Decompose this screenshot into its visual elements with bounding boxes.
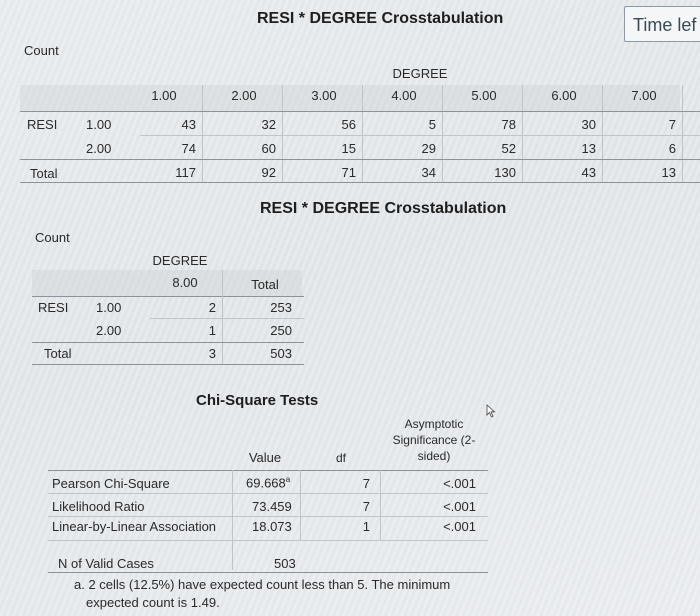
mouse-cursor-icon: [486, 404, 496, 418]
resi-row-label-2: RESI: [38, 300, 69, 315]
table1-total-c2: 92: [261, 165, 276, 180]
degree-header-2: DEGREE: [152, 253, 208, 268]
t2-total-divider: [32, 342, 304, 343]
table2-header-line: [32, 296, 304, 297]
table1-col-divider-2: [282, 85, 283, 182]
row-label-2-2: 2.00: [96, 323, 122, 338]
pearson-value: [246, 475, 290, 490]
time-left-box: Time lef: [624, 6, 700, 42]
degree-col-header-2: 2.00: [231, 88, 257, 103]
table1-cell-r2-c1: 74: [181, 141, 196, 156]
linear-label: Linear-by-Linear Association: [52, 519, 217, 534]
table1-cell-r2-c3: 15: [341, 141, 356, 156]
chi-col-divider-1: [232, 470, 233, 570]
sig-header-2: Significance (2-: [392, 433, 476, 447]
likelihood-df: 7: [362, 499, 370, 514]
table1-header-line: [20, 111, 700, 112]
table2-col-divider: [222, 270, 223, 364]
pearson-sig: <.001: [443, 476, 476, 491]
chi-header-line: [48, 470, 488, 471]
count-label-2: Count: [35, 230, 70, 245]
t2-total-val: 3: [208, 346, 216, 361]
degree-header: DEGREE: [392, 66, 448, 81]
table1-col-divider-5: [522, 85, 523, 182]
linear-sig: <.001: [443, 519, 476, 534]
resi-row-label: RESI: [27, 117, 58, 132]
value-header: Value: [248, 450, 282, 465]
chi-square-title: Chi-Square Tests: [196, 392, 319, 409]
chi-bottom-line: [48, 572, 488, 573]
footnote-line-1: a. 2 cells (12.5%) have expected count less than 5. The minimum: [74, 577, 451, 592]
crosstab-title: RESI * DEGREE Crosstabulation: [257, 10, 504, 27]
row-divider: [140, 135, 700, 136]
table1-total-c5: 130: [494, 165, 516, 180]
total-col-header: Total: [251, 277, 279, 292]
sig-header-3: sided): [417, 449, 451, 463]
footnote-marker: a: [285, 475, 291, 484]
pearson-label: Pearson Chi-Square: [52, 476, 170, 491]
t2-cell-1-total: 253: [270, 300, 292, 315]
table1-cell-r1-c1: 43: [181, 117, 196, 132]
row-label-2: 2.00: [86, 141, 112, 156]
degree-col-header-3: 3.00: [311, 88, 337, 103]
degree-col-header-6: 6.00: [551, 88, 577, 103]
chi-row-divider-2: [48, 516, 488, 517]
total-label-2: Total: [44, 346, 72, 361]
table1-total-c6: 43: [581, 165, 596, 180]
valid-cases-label: N of Valid Cases: [58, 556, 154, 571]
count-label: Count: [24, 43, 59, 58]
table1-cell-r2-c6: 13: [581, 141, 596, 156]
t2-cell-2-val: 1: [208, 323, 216, 338]
degree-col-header-5: 5.00: [471, 88, 497, 103]
likelihood-sig: <.001: [443, 499, 476, 514]
degree-col-header-7: 7.00: [631, 88, 657, 103]
table1-total-c7: 13: [661, 165, 676, 180]
degree-col-header-1: 1.00: [151, 88, 177, 103]
table1-col-divider-4: [442, 85, 443, 182]
table1-bottom-line: [20, 182, 700, 183]
table1-cell-r1-c6: 30: [581, 117, 596, 132]
table2-bottom-line: [32, 364, 304, 365]
t2-total-total: 503: [270, 346, 292, 361]
degree-col-header-4: 4.00: [391, 88, 417, 103]
chi-row-divider-3: [48, 540, 488, 541]
table1-cell-r1-c2: 32: [261, 117, 276, 132]
total-label: Total: [30, 166, 58, 181]
table1-cell-r2-c4: 29: [421, 141, 436, 156]
t2-cell-1-val: 2: [208, 300, 216, 315]
chi-col-divider-2: [300, 470, 301, 540]
chi-col-divider-3: [380, 470, 381, 540]
crosstab-title-2: RESI * DEGREE Crosstabulation: [260, 200, 507, 217]
table1-cell-r1-c5: 78: [501, 117, 516, 132]
table1-col-divider-7: [682, 85, 683, 182]
table1-cell-r1-c7: 7: [668, 117, 676, 132]
table1-col-divider-1: [202, 85, 203, 182]
row-label-2-1: 1.00: [96, 300, 122, 315]
pearson-df: 7: [362, 476, 370, 491]
col-8-header: 8.00: [172, 275, 198, 290]
pearson-value-text: 69.668: [246, 475, 286, 491]
t2-cell-2-total: 250: [270, 323, 292, 338]
table1-col-divider-6: [602, 85, 603, 182]
table1-total-c1: 117: [175, 165, 196, 180]
linear-value: 18.073: [252, 519, 292, 534]
likelihood-value: 73.459: [252, 499, 292, 514]
table1-cell-r2-c5: 52: [501, 141, 516, 156]
sig-header-1: Asymptotic: [404, 417, 464, 431]
df-header: df: [335, 451, 346, 465]
total-divider: [20, 159, 700, 160]
row-label-1: 1.00: [86, 117, 112, 132]
chi-row-divider-1: [48, 493, 488, 494]
t2-row-divider: [150, 318, 304, 319]
table1-total-c4: 34: [421, 165, 436, 180]
likelihood-label: Likelihood Ratio: [52, 499, 145, 514]
table1-cell-r1-c4: 5: [428, 117, 436, 132]
table1-total-c3: 71: [341, 165, 356, 180]
footnote-line-2: expected count is 1.49.: [86, 595, 220, 610]
valid-cases-value: 503: [274, 556, 296, 571]
linear-df: 1: [362, 519, 370, 534]
table1-col-divider-3: [362, 85, 363, 182]
table1-cell-r2-c2: 60: [261, 141, 276, 156]
table1-cell-r2-c7: 6: [668, 141, 676, 156]
table1-cell-r1-c3: 56: [341, 117, 356, 132]
